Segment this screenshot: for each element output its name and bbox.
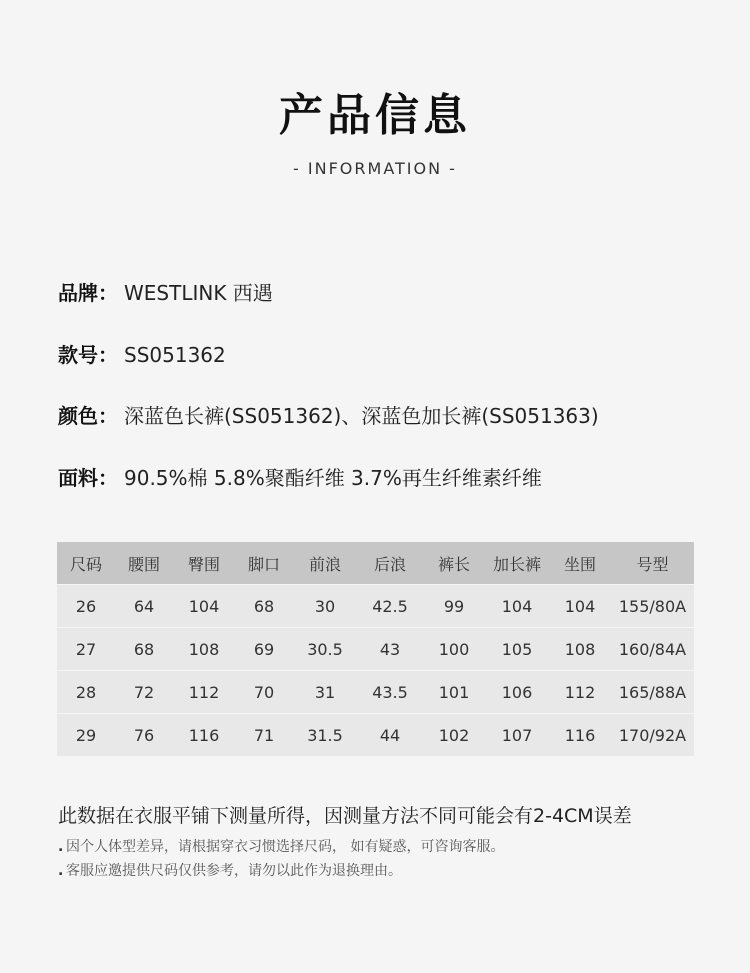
header-cell: 后浪 bbox=[357, 542, 423, 585]
brand-value: WESTLINK 西遇 bbox=[124, 281, 273, 305]
table-cell: 105 bbox=[485, 628, 549, 671]
bullet-dot: . bbox=[58, 863, 64, 879]
header-cell: 腰围 bbox=[115, 542, 173, 585]
table-cell: 160/84A bbox=[611, 628, 694, 671]
header-cell: 加长裤 bbox=[485, 542, 549, 585]
note-item bbox=[58, 836, 504, 856]
table-cell: 155/80A bbox=[611, 585, 694, 628]
table-cell: 104 bbox=[173, 585, 235, 628]
note-text: 客服应邀提供尺码仅供参考，请勿以此作为退换理由。 bbox=[66, 863, 402, 879]
table-cell: 104 bbox=[549, 585, 611, 628]
table-cell: 42.5 bbox=[357, 585, 423, 628]
style-number-value: SS051362 bbox=[124, 343, 226, 367]
table-cell: 64 bbox=[115, 585, 173, 628]
size-table bbox=[57, 542, 694, 756]
header-cell: 前浪 bbox=[293, 542, 357, 585]
header-cell: 尺码 bbox=[57, 542, 115, 585]
table-cell: 31 bbox=[293, 671, 357, 714]
table-cell: 108 bbox=[549, 628, 611, 671]
table-cell: 116 bbox=[173, 714, 235, 757]
table-cell: 70 bbox=[235, 671, 293, 714]
table-cell: 112 bbox=[549, 671, 611, 714]
table-row bbox=[57, 628, 694, 671]
table-cell: 31.5 bbox=[293, 714, 357, 757]
note-item bbox=[58, 860, 402, 880]
table-cell: 43 bbox=[357, 628, 423, 671]
table-cell: 104 bbox=[485, 585, 549, 628]
table-row bbox=[57, 714, 694, 757]
table-cell: 26 bbox=[57, 585, 115, 628]
table-cell: 44 bbox=[357, 714, 423, 757]
header-cell: 裤长 bbox=[423, 542, 485, 585]
brand-row bbox=[58, 279, 273, 307]
table-cell: 116 bbox=[549, 714, 611, 757]
fabric-row bbox=[58, 464, 542, 492]
table-row bbox=[57, 671, 694, 714]
table-cell: 69 bbox=[235, 628, 293, 671]
measurement-note: 此数据在衣服平铺下测量所得，因测量方法不同可能会有2-4CM误差 bbox=[58, 805, 632, 827]
table-cell: 170/92A bbox=[611, 714, 694, 757]
note-text: 因个人体型差异，请根据穿衣习惯选择尺码， 如有疑惑，可咨询客服。 bbox=[66, 839, 505, 855]
table-cell: 108 bbox=[173, 628, 235, 671]
style-number-label: 款号： bbox=[58, 343, 118, 367]
table-cell: 27 bbox=[57, 628, 115, 671]
page-subtitle: - INFORMATION - bbox=[293, 159, 457, 178]
table-cell: 30 bbox=[293, 585, 357, 628]
table-cell: 102 bbox=[423, 714, 485, 757]
header-cell: 臀围 bbox=[173, 542, 235, 585]
header-cell: 脚口 bbox=[235, 542, 293, 585]
bullet-dot: . bbox=[58, 839, 64, 855]
color-value: 深蓝色长裤(SS051362)、深蓝色加长裤(SS051363) bbox=[124, 404, 599, 428]
table-cell: 68 bbox=[235, 585, 293, 628]
header-cell: 坐围 bbox=[549, 542, 611, 585]
color-label: 颜色： bbox=[58, 404, 118, 428]
table-cell: 30.5 bbox=[293, 628, 357, 671]
page-title: 产品信息 bbox=[279, 90, 471, 141]
table-cell: 165/88A bbox=[611, 671, 694, 714]
fabric-label: 面料： bbox=[58, 466, 118, 490]
table-cell: 29 bbox=[57, 714, 115, 757]
header-cell: 号型 bbox=[611, 542, 694, 585]
table-cell: 72 bbox=[115, 671, 173, 714]
table-cell: 43.5 bbox=[357, 671, 423, 714]
table-cell: 99 bbox=[423, 585, 485, 628]
table-cell: 107 bbox=[485, 714, 549, 757]
table-cell: 101 bbox=[423, 671, 485, 714]
style-number-row bbox=[58, 341, 226, 369]
table-cell: 68 bbox=[115, 628, 173, 671]
table-cell: 106 bbox=[485, 671, 549, 714]
table-cell: 76 bbox=[115, 714, 173, 757]
table-row bbox=[57, 585, 694, 628]
table-cell: 100 bbox=[423, 628, 485, 671]
table-cell: 28 bbox=[57, 671, 115, 714]
brand-label: 品牌： bbox=[58, 281, 118, 305]
table-cell: 112 bbox=[173, 671, 235, 714]
color-row bbox=[58, 402, 599, 430]
size-table-header bbox=[57, 542, 694, 585]
table-cell: 71 bbox=[235, 714, 293, 757]
fabric-value: 90.5%棉 5.8%聚酯纤维 3.7%再生纤维素纤维 bbox=[124, 466, 542, 490]
